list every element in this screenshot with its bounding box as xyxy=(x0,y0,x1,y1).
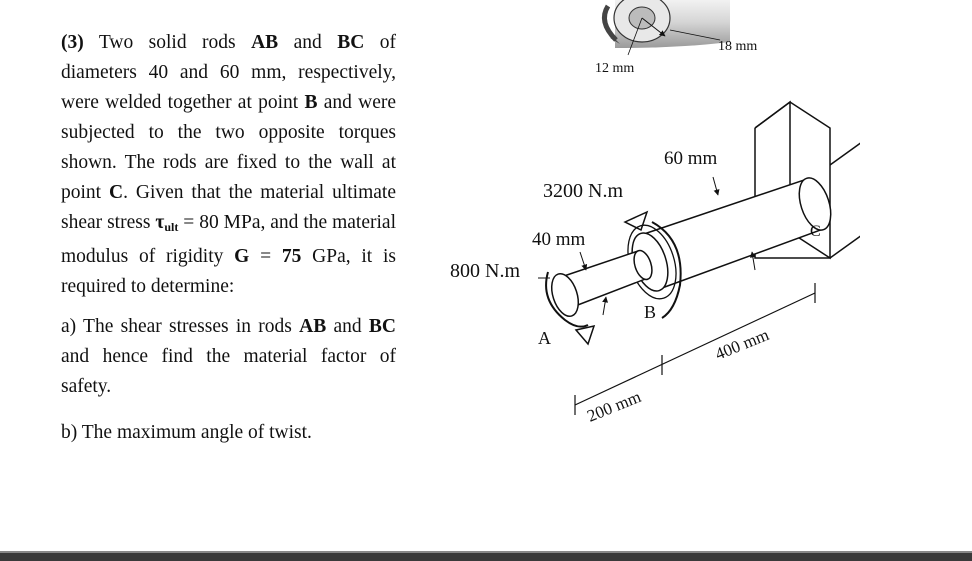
torque-800-label: 800 N.m xyxy=(450,260,520,282)
rod-bc xyxy=(626,174,837,295)
hollow-tube-inset xyxy=(595,0,757,76)
rod-ab-label: AB xyxy=(251,32,279,53)
point-a-label: A xyxy=(538,328,551,348)
point-b-label: B xyxy=(304,92,318,113)
g-symbol: G xyxy=(234,246,250,267)
dim-200mm: 200 mm xyxy=(584,387,644,426)
dim-40mm: 40 mm xyxy=(532,229,586,250)
torque-3200-label: 3200 N.m xyxy=(543,180,623,202)
dim-12mm: 12 mm xyxy=(595,61,635,76)
dim-400mm: 400 mm xyxy=(712,325,772,364)
problem-intro: (3) Two solid rods AB and BC of diameters 40 and 60 mm, respectively, were welded together at point B and were subjected to the two opposite torques shown. The rods are fixed to the wall at point C. Given that the material ultimate shear stress $\tau_{ult} = 80$ MPa, and the material modulus of rigidity G = 75 GPa, it is required to determine: xyxy=(61,32,397,297)
problem-statement xyxy=(61,28,396,448)
point-c-figure-label: C xyxy=(810,223,821,240)
dim-18mm: 18 mm xyxy=(718,39,758,54)
problem-number: (3) xyxy=(61,32,84,53)
point-c-label: C xyxy=(109,182,124,203)
part-b: b) The maximum angle of twist. xyxy=(61,422,312,443)
tau-subscript: ult xyxy=(164,220,179,234)
part-a: a) The shear stresses in rods AB and BC and hence find the material factor of safety. xyxy=(61,316,396,397)
dim-60mm: 60 mm xyxy=(664,148,718,169)
tau-symbol: τ xyxy=(155,212,165,233)
rod-figure xyxy=(430,0,860,440)
rod-bc-label: BC xyxy=(337,32,365,53)
point-b-figure-label: B xyxy=(644,302,657,322)
dimension-lines xyxy=(575,283,815,415)
g-value: 75 xyxy=(281,246,302,267)
bottom-bar xyxy=(0,551,972,561)
